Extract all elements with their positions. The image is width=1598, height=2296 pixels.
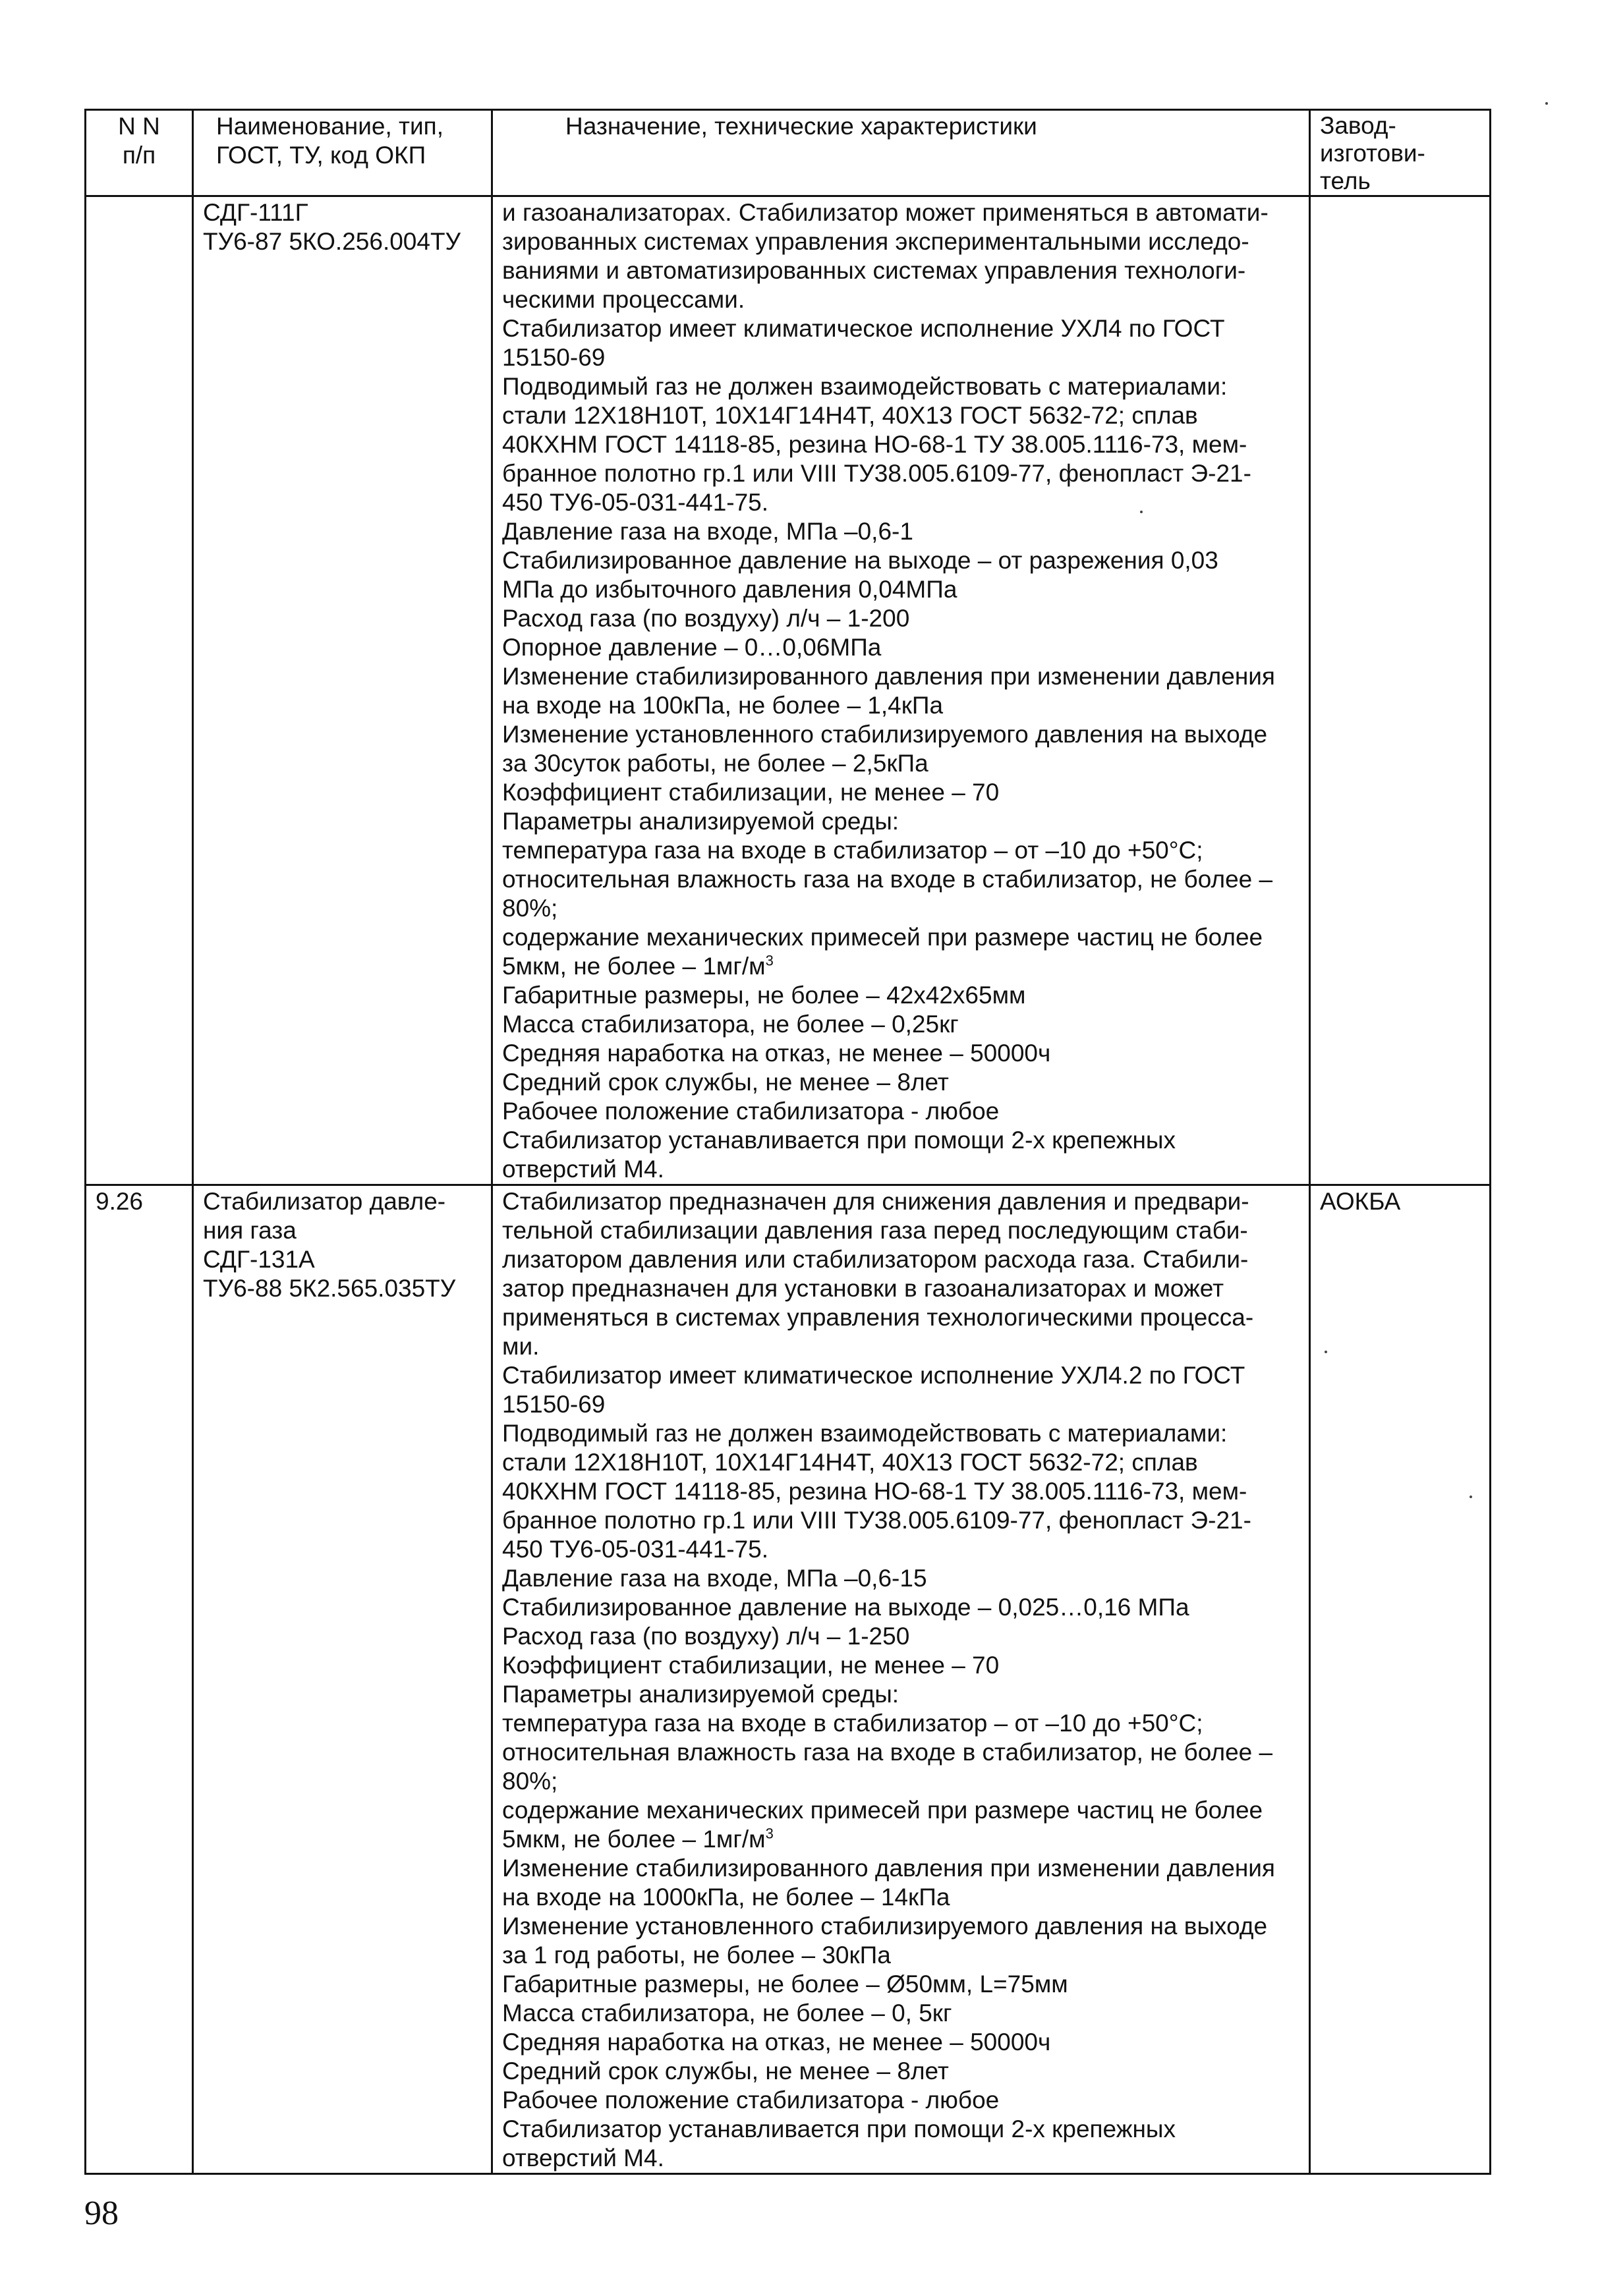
text-line: Габаритные размеры, не более – 42х42х65мм (502, 982, 1026, 1009)
text-line: Параметры анализируемой среды: (502, 1681, 899, 1708)
text-line: относительная влажность газа на входе в стабилизатор, не более – (502, 866, 1273, 893)
text-line: стали 12Х18Н10Т, 10Х14Г14Н4Т, 40Х13 ГОСТ 5632-72; сплав (502, 1449, 1198, 1476)
text-line: относительная влажность газа на входе в стабилизатор, не более – (502, 1739, 1273, 1766)
text-line: Средняя наработка на отказ, не менее – 50000ч (502, 2029, 1051, 2056)
row-number-cell (86, 196, 193, 1185)
row-maker-cell (1310, 196, 1491, 1185)
table-row (86, 1185, 1491, 2174)
text-line: ТУ6-87 5КО.256.004ТУ (203, 228, 461, 255)
text-line: Стабилизатор предназначен для снижения давления и предвари- (502, 1188, 1249, 1215)
text-line: ния газа (203, 1217, 297, 1244)
text-line: Расход газа (по воздуху) л/ч – 1-250 (502, 1623, 910, 1650)
scan-speck (1325, 1351, 1327, 1353)
text-line: содержание механических примесей при размере частиц не более (502, 924, 1263, 951)
text-line: бранное полотно гр.1 или VIII ТУ38.005.6109-77, фенопласт Э-21- (502, 460, 1251, 487)
text-line: Подводимый газ не должен взаимодействовать с материалами: (502, 1420, 1228, 1447)
text-line: Стабилизированное давление на выходе – от разрежения 0,03 (502, 547, 1218, 574)
text-line: ческими процессами. (502, 286, 745, 313)
text-line: Средний срок службы, не менее – 8лет (502, 2058, 949, 2085)
page-number: 98 (84, 2195, 119, 2232)
text-line: Опорное давление – 0…0,06МПа (502, 634, 882, 661)
text-line: содержание механических примесей при размере частиц не более (502, 1797, 1263, 1824)
text-line: зированных системах управления экспериментальными исследо- (502, 228, 1249, 255)
text-line: ми. (502, 1333, 540, 1360)
text-line: за 1 год работы, не более – 30кПа (502, 1942, 891, 1969)
row-description-cell (492, 196, 1310, 1185)
text-line: СДГ-131А (203, 1246, 315, 1273)
text-line: Коэффициент стабилизации, не менее – 70 (502, 779, 1000, 806)
text-line: Подводимый газ не должен взаимодействовать с материалами: (502, 373, 1228, 400)
row-name-cell (193, 1185, 492, 2174)
text-line: Масса стабилизатора, не более – 0,25кг (502, 1011, 959, 1038)
header-text: тель (1320, 167, 1371, 194)
specs-table (84, 109, 1491, 2175)
text-line: Стабилизатор давле- (203, 1188, 446, 1215)
header-number-cell (86, 110, 193, 196)
text-line: Стабилизированное давление на выходе – 0,025…0,16 МПа (502, 1594, 1189, 1621)
text-line: 15150-69 (502, 344, 606, 371)
text-line: на входе на 1000кПа, не более – 14кПа (502, 1884, 950, 1911)
row-name-cell (193, 196, 492, 1185)
scan-speck (1470, 1496, 1472, 1498)
row-maker-cell: АОКБА (1310, 1185, 1491, 2174)
header-text: Назначение, технические характеристики (565, 113, 1037, 140)
table-row (86, 196, 1491, 1185)
header-description-cell (492, 110, 1310, 196)
header-text: Наименование, тип, (216, 113, 443, 140)
header-maker-cell (1310, 110, 1491, 196)
text-line: 80%; (502, 1768, 558, 1795)
scan-speck (1545, 102, 1548, 105)
text-line: Рабочее положение стабилизатора - любое (502, 2086, 1000, 2114)
text-line: 40КХНМ ГОСТ 14118-85, резина НО-68-1 ТУ 38.005.1116-73, мем- (502, 431, 1247, 458)
text-line: за 30суток работы, не более – 2,5кПа (502, 750, 928, 777)
text-line: отверстий М4. (502, 1156, 664, 1183)
text-line: Габаритные размеры, не более – Ø50мм, L=75мм (502, 1971, 1068, 1998)
text-line: ваниями и автоматизированных системах управления технологи- (502, 257, 1246, 284)
text-line: Стабилизатор имеет климатическое исполнение УХЛ4.2 по ГОСТ (502, 1362, 1245, 1389)
text-line: Расход газа (по воздуху) л/ч – 1-200 (502, 605, 910, 632)
text-line: лизатором давления или стабилизатором расхода газа. Стабили- (502, 1246, 1249, 1273)
text-line: Параметры анализируемой среды: (502, 808, 899, 835)
header-text: N N (118, 113, 160, 140)
text-line: СДГ-111Г (203, 199, 308, 226)
text-line: 450 ТУ6-05-031-441-75. (502, 1536, 769, 1563)
text-line: Изменение стабилизированного давления при изменении давления (502, 663, 1275, 690)
text-line: 5мкм, не более – $1мг/м^3$ (502, 952, 774, 980)
text-line: применяться в системах управления технологическими процесса- (502, 1304, 1254, 1331)
text-line: Изменение установленного стабилизируемого давления на выходе (502, 721, 1268, 748)
header-text: Завод- (1320, 112, 1396, 139)
text-line: и газоанализаторах. Стабилизатор может применяться в автомати- (502, 199, 1269, 226)
text-line: температура газа на входе в стабилизатор – от –10 до +50°С; (502, 1710, 1203, 1737)
text-line: затор предназначен для установки в газоанализаторах и может (502, 1275, 1224, 1302)
text-line: Стабилизатор устанавливается при помощи 2-х крепежных (502, 2115, 1176, 2142)
header-text: п/п (122, 142, 156, 169)
text-line: стали 12Х18Н10Т, 10Х14Г14Н4Т, 40Х13 ГОСТ 5632-72; сплав (502, 402, 1198, 429)
text-line: 5мкм, не более – $1мг/м^3$ (502, 1825, 774, 1853)
text-line: на входе на 100кПа, не более – 1,4кПа (502, 692, 944, 719)
text-line: 80%; (502, 895, 558, 922)
text-line: Средняя наработка на отказ, не менее – 50000ч (502, 1040, 1051, 1067)
text-line: 450 ТУ6-05-031-441-75. (502, 489, 769, 516)
text-line: МПа до избыточного давления 0,04МПа (502, 576, 957, 603)
text-line: 40КХНМ ГОСТ 14118-85, резина НО-68-1 ТУ 38.005.1116-73, мем- (502, 1478, 1247, 1505)
text-line: отверстий М4. (502, 2144, 664, 2171)
text-line: Изменение установленного стабилизируемого давления на выходе (502, 1913, 1268, 1940)
text-line: Стабилизатор устанавливается при помощи 2-х крепежных (502, 1127, 1176, 1154)
text-line: Средний срок службы, не менее – 8лет (502, 1069, 949, 1096)
header-name-cell (193, 110, 492, 196)
text-line: Рабочее положение стабилизатора - любое (502, 1098, 1000, 1125)
text-line: Давление газа на входе, МПа –0,6-1 (502, 518, 913, 545)
row-number-cell: 9.26 (86, 1185, 193, 2174)
header-text: изготови- (1320, 140, 1425, 167)
text-line: 15150-69 (502, 1391, 606, 1418)
text-line: Масса стабилизатора, не более – 0, 5кг (502, 2000, 952, 2027)
scan-speck (1140, 511, 1143, 513)
row-description-cell (492, 1185, 1310, 2174)
header-text: ГОСТ, ТУ, код ОКП (216, 142, 426, 169)
text-line: бранное полотно гр.1 или VIII ТУ38.005.6109-77, фенопласт Э-21- (502, 1507, 1251, 1534)
text-line: тельной стабилизации давления газа перед последующим стаби- (502, 1217, 1248, 1244)
table-header-row (86, 110, 1491, 196)
text-line: Изменение стабилизированного давления при изменении давления (502, 1855, 1275, 1882)
text-line: ТУ6-88 5К2.565.035ТУ (203, 1275, 456, 1302)
text-line: температура газа на входе в стабилизатор – от –10 до +50°С; (502, 837, 1203, 864)
text-line: Давление газа на входе, МПа –0,6-15 (502, 1565, 927, 1592)
text-line: Коэффициент стабилизации, не менее – 70 (502, 1652, 1000, 1679)
text-line: Стабилизатор имеет климатическое исполнение УХЛ4 по ГОСТ (502, 315, 1225, 342)
